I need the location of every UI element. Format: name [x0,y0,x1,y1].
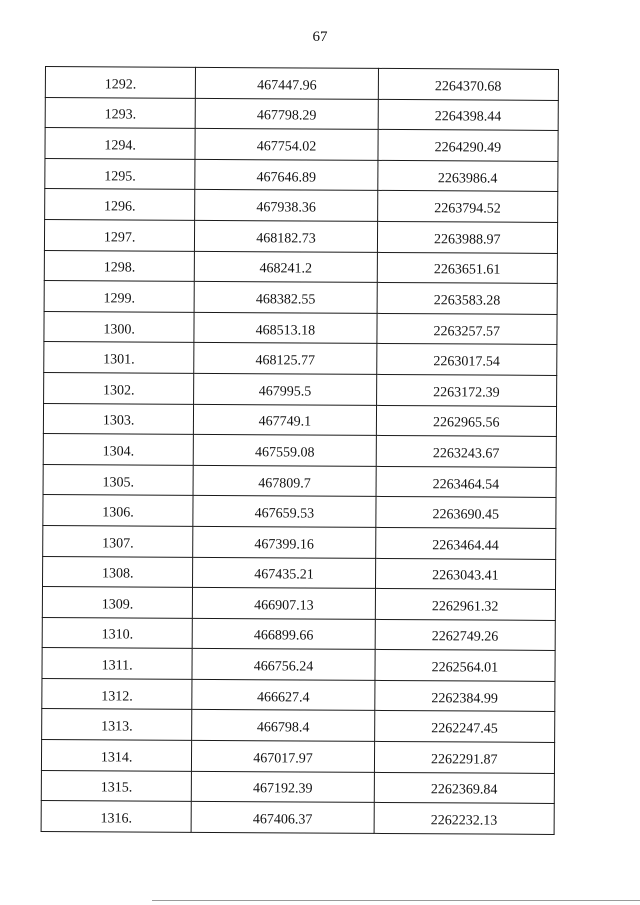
y-coordinate-cell [378,68,559,100]
table-row [42,587,555,621]
point-number-cell [43,434,193,465]
table-row [44,250,557,284]
table-row [41,770,554,804]
x-coordinate-cell [195,190,378,222]
table-row [42,678,555,712]
y-coordinate-cell-text: 2262965.56 [432,415,500,431]
point-number-cell [45,97,195,128]
y-coordinate-cell [375,589,556,621]
x-coordinate-cell-text: 467809.7 [258,475,311,492]
y-coordinate-cell-text: 2263172.39 [433,384,500,401]
x-coordinate-cell [195,129,378,161]
x-coordinate-cell [194,373,377,405]
point-number-cell-text: 1302. [102,383,135,399]
table-row [41,740,554,774]
x-coordinate-cell-text: 467399.16 [254,536,314,553]
point-number-cell-text: 1308. [101,566,134,582]
y-coordinate-cell [377,252,558,284]
y-coordinate-cell-text: 2262291.87 [431,752,498,768]
y-coordinate-cell-text: 2263243.67 [432,446,500,462]
table-row [45,158,558,192]
y-coordinate-cell [377,283,558,315]
point-number-cell-text: 1307. [102,536,134,552]
x-coordinate-cell-text: 467559.08 [254,445,315,461]
coordinates-table [41,66,559,835]
x-coordinate-cell [195,98,378,130]
table-row [41,801,554,835]
point-number-cell-text: 1311. [101,658,133,674]
point-number-cell-text: 1313. [101,719,133,735]
table-row [45,97,558,131]
point-number-cell [43,495,193,526]
y-coordinate-cell-text: 2263464.44 [432,537,499,554]
table-row [42,648,555,682]
y-coordinate-cell [375,558,556,590]
x-coordinate-cell-text: 467435.21 [254,567,314,583]
point-number-cell [44,250,194,281]
y-coordinate-cell-text: 2264398.44 [434,109,502,126]
x-coordinate-cell [194,343,377,375]
table-row [44,311,557,345]
point-number-cell-text: 1295. [104,168,136,185]
point-number-cell-text: 1310. [101,627,134,644]
table-row [45,128,558,162]
x-coordinate-cell [194,312,377,344]
y-coordinate-cell [376,405,557,437]
x-coordinate-cell [193,434,376,466]
y-coordinate-cell-text: 2263794.52 [434,201,501,217]
point-number-cell [43,525,193,556]
point-number-cell [43,464,193,495]
point-number-cell [44,311,194,342]
y-coordinate-cell-text: 2262749.26 [431,629,499,646]
table-row [44,372,557,406]
point-number-cell-text: 1304. [102,444,135,460]
x-coordinate-cell-text: 467017.97 [253,751,313,767]
point-number-cell [41,801,191,832]
table-row [44,281,557,315]
point-number-cell-text: 1292. [104,77,137,93]
point-number-cell-text: 1294. [104,138,136,154]
y-coordinate-cell-text: 2262384.99 [431,690,498,707]
y-coordinate-cell-text: 2263017.54 [433,354,500,370]
point-number-cell [45,189,195,220]
point-number-cell [42,678,192,709]
point-number-cell [43,403,193,434]
y-coordinate-cell-text: 2262247.45 [431,721,498,737]
point-number-cell-text: 1303. [102,413,135,429]
point-number-cell [42,587,192,618]
y-coordinate-cell-text: 2264290.49 [434,140,502,156]
x-coordinate-cell [195,251,378,283]
x-coordinate-cell-text: 468241.2 [259,261,313,277]
point-number-cell-text: 1301. [103,352,135,368]
table-row [43,403,556,437]
x-coordinate-cell [194,404,377,436]
table-row [42,709,555,743]
x-coordinate-cell [193,496,376,528]
x-coordinate-cell-text: 466627.4 [257,689,310,706]
table-row [45,189,558,223]
x-coordinate-cell-text: 467192.39 [252,781,313,798]
point-number-cell-text: 1298. [103,260,136,276]
point-number-cell [41,770,191,801]
y-coordinate-cell-text: 2263651.61 [433,262,501,278]
y-coordinate-cell-text: 2263690.45 [432,507,500,523]
y-coordinate-cell [377,221,558,253]
point-number-cell [42,709,192,740]
y-coordinate-cell [374,711,555,743]
point-number-cell [44,342,194,373]
y-coordinate-cell-text: 2263464.54 [432,476,500,493]
x-coordinate-cell [193,465,376,497]
point-number-cell [44,281,194,312]
x-coordinate-cell-text: 468382.55 [255,292,316,308]
point-number-cell-text: 1315. [100,780,133,796]
x-coordinate-cell-text: 468513.18 [255,322,316,339]
point-number-cell [44,372,194,403]
point-number-cell-text: 1312. [101,689,133,705]
y-coordinate-cell-text: 2262232.13 [430,813,498,829]
y-coordinate-cell [376,436,557,468]
x-coordinate-cell-text: 468182.73 [256,230,316,247]
point-number-cell-text: 1299. [103,291,136,307]
table-row [43,495,556,529]
x-coordinate-cell [192,740,375,772]
x-coordinate-cell-text: 466756.24 [253,659,314,675]
point-number-cell [43,556,193,587]
coordinates-table-body [41,67,558,835]
table-row [43,464,556,498]
point-number-cell-text: 1300. [103,321,135,338]
x-coordinate-cell-text: 466907.13 [254,598,314,614]
point-number-cell-text: 1297. [103,230,136,246]
point-number-cell [45,158,195,189]
x-coordinate-cell [192,618,375,650]
point-number-cell [42,648,192,679]
x-coordinate-cell-text: 467754.02 [256,139,317,155]
x-coordinate-cell-text: 467798.29 [256,108,317,124]
x-coordinate-cell-text: 467749.1 [258,414,312,430]
y-coordinate-cell [375,650,556,682]
y-coordinate-cell [374,680,555,712]
table-row [44,219,557,253]
x-coordinate-cell-text: 468125.77 [255,353,316,369]
y-coordinate-cell [374,803,555,835]
y-coordinate-cell-text: 2263988.97 [434,232,501,248]
point-number-cell-text: 1296. [104,199,136,215]
x-coordinate-cell [191,802,374,834]
y-coordinate-cell-text: 2263583.28 [433,293,501,309]
x-coordinate-cell-text: 466798.4 [256,720,310,736]
point-number-cell-text: 1306. [102,505,134,521]
point-number-cell [42,617,192,648]
y-coordinate-cell [377,191,558,223]
y-coordinate-cell-text: 2263043.41 [432,568,499,584]
point-number-cell [44,219,194,250]
point-number-cell-text: 1293. [104,107,137,123]
x-coordinate-cell [193,526,376,558]
table-row [43,556,556,590]
x-coordinate-cell-text: 467995.5 [258,383,312,400]
table-row [44,342,557,376]
y-coordinate-cell [378,99,559,131]
scan-edge-line [152,900,640,901]
x-coordinate-cell [192,710,375,742]
x-coordinate-cell [194,282,377,314]
point-number-cell-text: 1309. [101,597,134,613]
y-coordinate-cell [375,619,556,651]
point-number-cell-text: 1305. [102,474,135,491]
table-row [43,525,556,559]
x-coordinate-cell-text: 467659.53 [254,506,315,522]
x-coordinate-cell-text: 467447.96 [257,78,317,94]
y-coordinate-cell [377,160,558,192]
x-coordinate-cell-text: 466899.66 [253,628,314,645]
x-coordinate-cell [195,220,378,252]
table-row [43,434,556,468]
x-coordinate-cell [192,771,375,803]
y-coordinate-cell [374,741,555,773]
table-row [45,67,558,101]
y-coordinate-cell-text: 2264370.68 [434,79,502,95]
x-coordinate-cell [193,587,376,619]
y-coordinate-cell [377,313,558,345]
y-coordinate-cell-text: 2262961.32 [431,599,499,615]
point-number-cell [45,67,195,98]
y-coordinate-cell [375,497,556,529]
point-number-cell-text: 1316. [100,811,133,827]
point-number-cell [41,740,191,771]
y-coordinate-cell-text: 2262369.84 [430,782,498,799]
y-coordinate-cell-text: 2262564.01 [431,660,499,676]
x-coordinate-cell [195,159,378,191]
y-coordinate-cell [374,772,555,804]
x-coordinate-cell [196,67,379,99]
y-coordinate-cell [375,527,556,559]
x-coordinate-cell [192,679,375,711]
x-coordinate-cell [193,557,376,589]
point-number-cell [45,128,195,159]
x-coordinate-cell-text: 467938.36 [256,200,316,216]
table-row [42,617,555,651]
y-coordinate-cell [376,374,557,406]
page-number: 67 [312,29,328,45]
point-number-cell-text: 1314. [100,750,133,766]
x-coordinate-cell-text: 467646.89 [256,169,317,186]
x-coordinate-cell-text: 467406.37 [252,812,313,828]
y-coordinate-cell-text: 2263986.4 [437,170,498,187]
y-coordinate-cell [376,466,557,498]
y-coordinate-cell [378,130,559,162]
y-coordinate-cell-text: 2263257.57 [433,323,501,340]
y-coordinate-cell [376,344,557,376]
x-coordinate-cell [192,649,375,681]
